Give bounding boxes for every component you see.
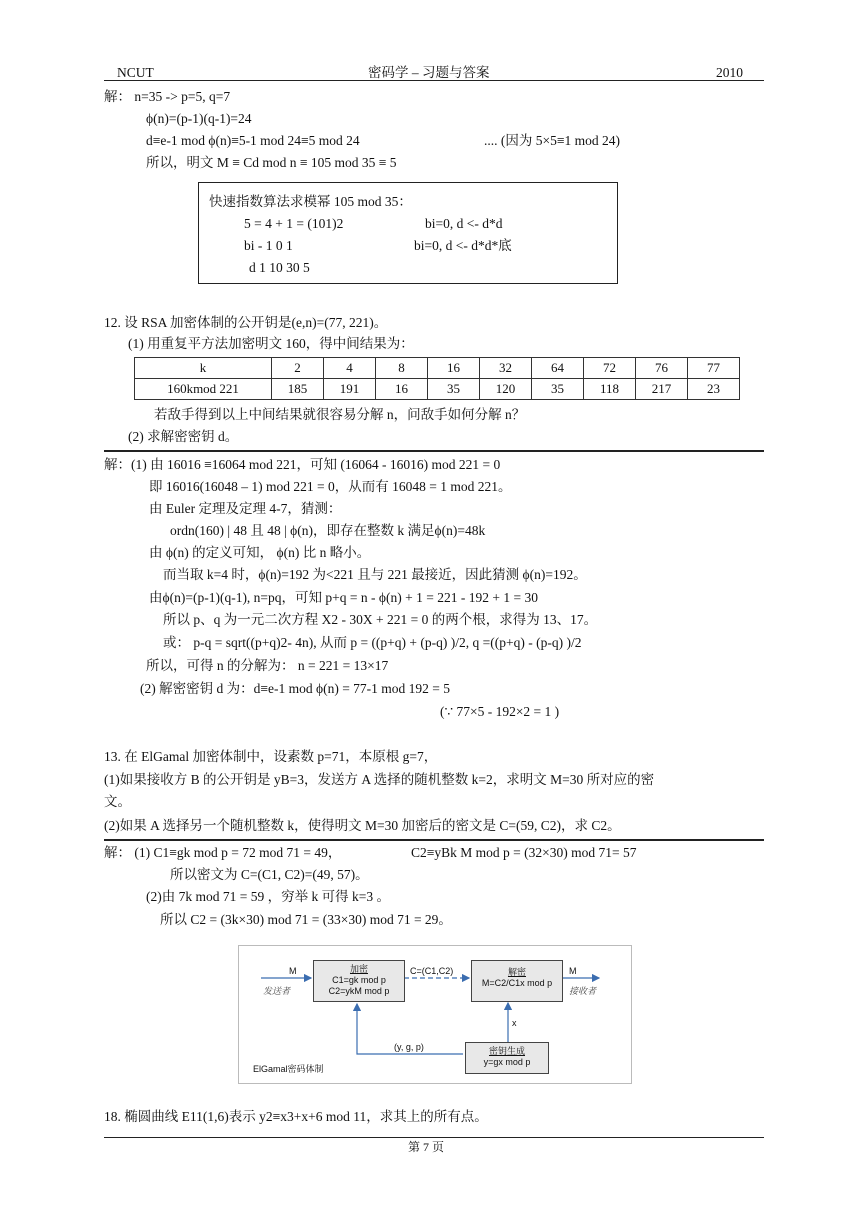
keygen-formula: y=gx mod p <box>483 1057 531 1067</box>
s11-line-1: 解： n=35 -> p=5, q=7 <box>104 89 231 104</box>
table-cell: 72 <box>584 358 636 379</box>
q12-title: 12. 设 RSA 加密体制的公开钥是(e,n)=(77, 221)。 <box>104 315 388 330</box>
a13-line-1: 解： (1) C1≡gk mod p = 72 mod 71 = 49， <box>104 845 342 860</box>
q12-part1-question: 若敌手得到以上中间结果就很容易分解 n，问敌手如何分解 n？ <box>154 407 526 422</box>
box-row-3: d 1 10 30 5 <box>249 260 310 275</box>
box-row-2: bi - 1 0 1 <box>244 238 293 253</box>
table-cell: 64 <box>532 358 584 379</box>
table-cell: 8 <box>376 358 428 379</box>
a13-line-4: 所以 C2 = (3k×30) mod 71 = (33×30) mod 71 = 29。 <box>160 912 452 927</box>
encrypt-formula-2: C2=ykM mod p <box>328 986 390 996</box>
a12-line: 解：(1) 由 16016 ≡16064 mod 221，可知 (16064 - 16016) mod 221 = 0 <box>104 457 501 472</box>
table-cell: 76 <box>636 358 688 379</box>
decrypt-formula: M=C2/C1x mod p <box>481 978 553 988</box>
encrypt-formula-1: C1=gk mod p <box>332 975 386 985</box>
q13-title: 13. 在 ElGamal 加密体制中，设素数 p=71，本原根 g=7， <box>104 749 438 764</box>
fast-exponent-box <box>198 182 618 284</box>
header-rule <box>104 80 764 81</box>
s11-line-4: 所以，明文 M ≡ Cd mod n ≡ 105 mod 35 ≡ 5 <box>146 155 397 170</box>
a13-line-1b: C2≡yBk M mod p = (32×30) mod 71= 57 <box>411 845 637 860</box>
a12-line: 由 Euler 定理及定理 4-7，猜测： <box>149 501 342 516</box>
elgamal-diagram <box>238 945 632 1084</box>
a12-line: 由ϕ(n)=(p-1)(q-1), n=pq，可知 p+q = n - ϕ(n) + 1 = 221 - 192 + 1 = 30 <box>149 590 538 605</box>
encrypt-box <box>313 960 405 1002</box>
section-rule <box>104 839 764 841</box>
message-in-label: M <box>289 966 297 976</box>
table-cell: 35 <box>428 379 480 400</box>
q13-part1-cont: 文。 <box>104 794 131 809</box>
a12-line: 所以 p、q 为一元二次方程 X2 - 30X + 221 = 0 的两个根，求得为 13、17。 <box>163 612 598 627</box>
s11-line-3: d≡e-1 mod ϕ(n)≡5-1 mod 24≡5 mod 24 <box>146 133 360 148</box>
diagram-caption: ElGamal密码体制 <box>253 1064 324 1074</box>
table-row <box>135 379 740 400</box>
header-left: NCUT <box>117 65 154 80</box>
table-cell: 185 <box>272 379 324 400</box>
box-row-2-rule: bi=0, d <- d*d*底 <box>414 238 512 253</box>
box-row-1-rule: bi=0, d <- d*d <box>425 216 503 231</box>
table-cell: 35 <box>532 379 584 400</box>
table-cell: 23 <box>688 379 740 400</box>
a12-line: ordn(160) | 48 且 48 | ϕ(n)，即存在整数 k 满足ϕ(n)=48k <box>170 523 486 538</box>
table-cell: 118 <box>584 379 636 400</box>
encrypt-title: 加密 <box>349 964 368 974</box>
a12-line: 所以，可得 n 的分解为： n = 221 = 13×17 <box>146 658 389 673</box>
a12-line: 由 ϕ(n) 的定义可知， ϕ(n) 比 n 略小。 <box>149 545 371 560</box>
table-cell: 120 <box>480 379 532 400</box>
q13-part1: (1)如果接收方 B 的公开钥是 yB=3，发送方 A 选择的随机整数 k=2，求明文 M=30 所对应的密 <box>104 772 655 787</box>
q18-text: 18. 椭圆曲线 E11(1,6)表示 y2≡x3+x+6 mod 11，求其上的所有点。 <box>104 1109 488 1124</box>
section-rule <box>104 450 764 452</box>
table-cell: 77 <box>688 358 740 379</box>
table-cell: 4 <box>324 358 376 379</box>
table-cell: 32 <box>480 358 532 379</box>
public-params-label: (y, g, p) <box>394 1042 424 1052</box>
q13-part2: (2)如果 A 选择另一个随机整数 k，使得明文 M=30 加密后的密文是 C=(59, C2)，求 C2。 <box>104 818 621 833</box>
a12-line: 或： p-q = sqrt((p+q)2- 4n), 从而 p = ((p+q) + (p-q) )/2, q =((p+q) - (p-q) )/2 <box>163 635 582 650</box>
table-cell: 2 <box>272 358 324 379</box>
message-out-label: M <box>569 966 577 976</box>
q12-part1: (1) 用重复平方法加密明文 160，得中间结果为： <box>128 336 414 351</box>
table-cell: 191 <box>324 379 376 400</box>
sender-label: 发送者 <box>263 986 291 996</box>
ciphertext-label: C=(C1,C2) <box>410 966 454 976</box>
s11-line-2: ϕ(n)=(p-1)(q-1)=24 <box>146 111 252 126</box>
decrypt-box <box>471 960 563 1002</box>
table-cell: 16 <box>376 379 428 400</box>
a12-line: (∵ 77×5 - 192×2 = 1 ) <box>440 704 560 719</box>
intermediate-results-table <box>134 357 740 400</box>
s11-line-3-note: .... (因为 5×5≡1 mod 24) <box>484 133 620 148</box>
a13-line-3: (2)由 7k mod 71 = 59 ，穷举 k 可得 k=3 。 <box>146 889 390 904</box>
table-cell: 16 <box>428 358 480 379</box>
table-cell: 217 <box>636 379 688 400</box>
page-number: 第 7 页 <box>408 1140 445 1154</box>
box-title: 快速指数算法求模幂 105 mod 35： <box>209 194 412 209</box>
a12-line: 即 16016(16048 – 1) mod 221 = 0，从而有 16048 = 1 mod 221。 <box>149 479 512 494</box>
keygen-title: 密钥生成 <box>488 1046 525 1056</box>
a12-line: (2) 解密密钥 d 为：d≡e-1 mod ϕ(n) = 77-1 mod 192 = 5 <box>140 681 451 696</box>
table-row <box>135 358 740 379</box>
decrypt-title: 解密 <box>507 967 526 977</box>
header-right: 2010 <box>716 65 743 80</box>
receiver-label: 接收者 <box>569 986 597 996</box>
a13-line-2: 所以密文为 C=(C1, C2)=(49, 57)。 <box>170 867 369 882</box>
private-key-label: x <box>512 1018 517 1028</box>
box-row-1: 5 = 4 + 1 = (101)2 <box>244 216 344 231</box>
q12-part2: (2) 求解密密钥 d。 <box>128 429 239 444</box>
keygen-box <box>465 1042 549 1074</box>
header-center: 密码学 – 习题与答案 <box>368 65 490 80</box>
a12-line: 而当取 k=4 时，ϕ(n)=192 为<221 且与 221 最接近，因此猜测 ϕ(n)=192。 <box>163 567 587 582</box>
table-header-k: k <box>135 358 272 379</box>
table-row-label: 160kmod 221 <box>135 379 272 400</box>
